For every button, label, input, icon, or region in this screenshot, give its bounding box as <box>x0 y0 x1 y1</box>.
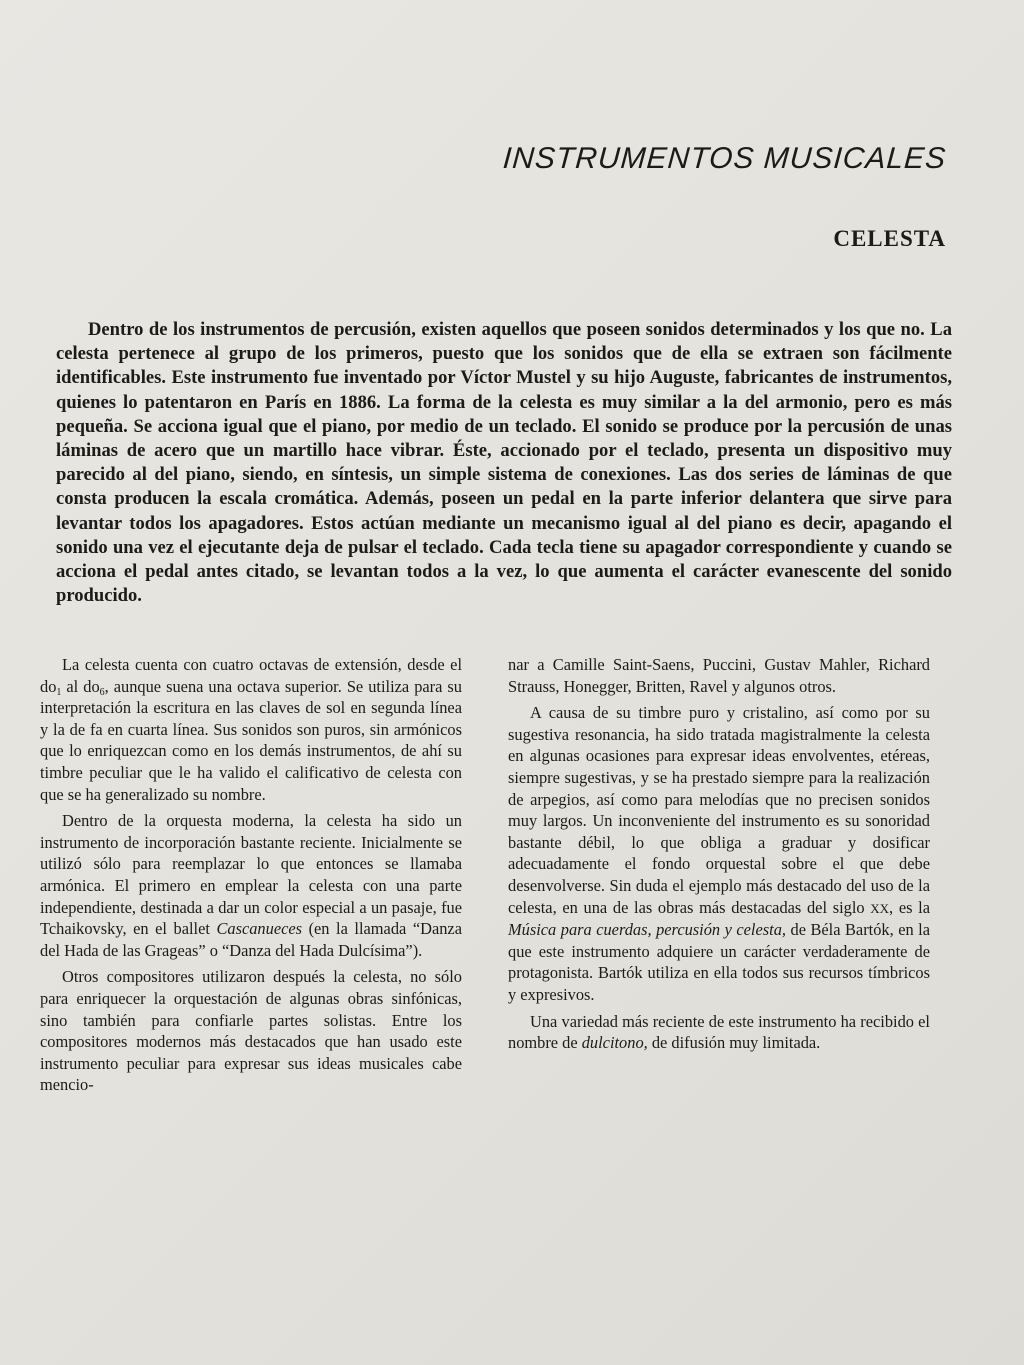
paragraph-range: La celesta cuenta con cuatro octavas de extensión, desde el $do_1$ al $do_6$, aunque suena una octava superior. Se utiliza para su interpretación la escritura en las claves de sol en segunda línea y la de fa en cuarta línea. Sus sonidos son puros, sin armónicos que lo enriquezcan como en los demás instrumentos, de ahí su timbre peculiar que le ha valido el calificativo de celesta con que se ha generalizado su nombre. <box>40 655 462 804</box>
lead-paragraph: Dentro de los instrumentos de percusión, existen aquellos que poseen sonidos determinados y los que no. La celesta pertenece al grupo de los primeros, puesto que los sonidos que de ella se extraen son fácilmente identificables. Este instrumento fue inventado por Víctor Mustel y su hijo Auguste, fabricantes de instrumentos, quienes lo patentaron en París en 1886. La forma de la celesta es muy similar a la del armonio, pero es más pequeña. Se acciona igual que el piano, por medio de un teclado. El sonido se produce por la percusión de unas láminas de acero que un martillo hace vibrar. Éste, accionado por el teclado, presenta un dispositivo muy parecido al del piano, siendo, en síntesis, un simple sistema de conexiones. Las dos series de láminas de que consta producen la escala cromática. Además, poseen un pedal en la parte inferior delantera que sirve para levantar todos los apagadores. Estos actúan mediante un mecanismo igual al del piano es decir, apagando el sonido una vez el ejecutante deja de pulsar el teclado. Cada tecla tiene su apagador correspondiente y cuando se acciona el pedal antes citado, se levantan todos a la vez, lo que aumenta el carácter evanescente del sonido producido. <box>56 319 952 607</box>
paragraph-orchestra: Dentro de la orquesta moderna, la celesta ha sido un instrumento de incorporación bastante reciente. Inicialmente se utilizó sólo para reemplazar lo que entonces se llamaba armónica. El primero en emplear la celesta con una parte independiente, destinada a dar un color especial a un pasaje, fue Tchaikovsky, en el ballet Cascanueces (en la llamada “Danza del Hada de las Grageas” o “Danza del Hada Dulcísima”). <box>40 811 462 960</box>
paragraph-dulcitono: Una variedad más reciente de este instrumento ha recibido el nombre de dulcitono, de difusión muy limitada. <box>508 1011 930 1053</box>
dulcitono-term: dulcitono, <box>581 1033 648 1053</box>
work-title: Música para cuerdas, percusión y celesta, <box>508 920 786 940</box>
paragraph-composers: Otros compositores utilizaron después la celesta, no sólo para enriquecer la orquestación de algunas obras sinfónicas, sino también para confiarle partes solistas. Entre los compositores modernos más destacados que han usado este instrumento peculiar para expresar sus ideas musicales cabe mencio- <box>40 967 462 1095</box>
ballet-title: Cascanueces <box>216 919 303 939</box>
paragraph-timbre: A causa de su timbre puro y cristalino, así como por su sugestiva resonancia, ha sido tratada magistralmente la celesta en algunas ocasiones para expresar ideas envolventes, etéreas, siempre sugestivas, y se ha prestado siempre para la realización de arpegios, así como para melodías que no precisen sonidos muy largos. Un inconveniente del instrumento es su sonoridad bastante débil, lo que obliga a graduar y dosificar adecuadamente el fondo orquestal sobre el que debe desenvolverse. Sin duda el ejemplo más destacado del uso de la celesta, en una de las obras más destacadas del siglo XX, es la Música para cuerdas, percusión y celesta, de Béla Bartók, en la que este instrumento adquiere un carácter verdaderamente de protagonista. Bartók utiliza en ella todos sus recursos tímbricos y expresivos. <box>508 703 931 1004</box>
section-title: INSTRUMENTOS MUSICALES <box>501 142 948 175</box>
article-title: CELESTA <box>833 226 946 251</box>
paragraph-composers-continued: nar a Camille Saint-Saens, Puccini, Gustav Mahler, Richard Strauss, Honegger, Britten, Ravel y algunos otros. <box>508 655 930 696</box>
right-column <box>508 654 930 1059</box>
left-column <box>40 654 462 1101</box>
